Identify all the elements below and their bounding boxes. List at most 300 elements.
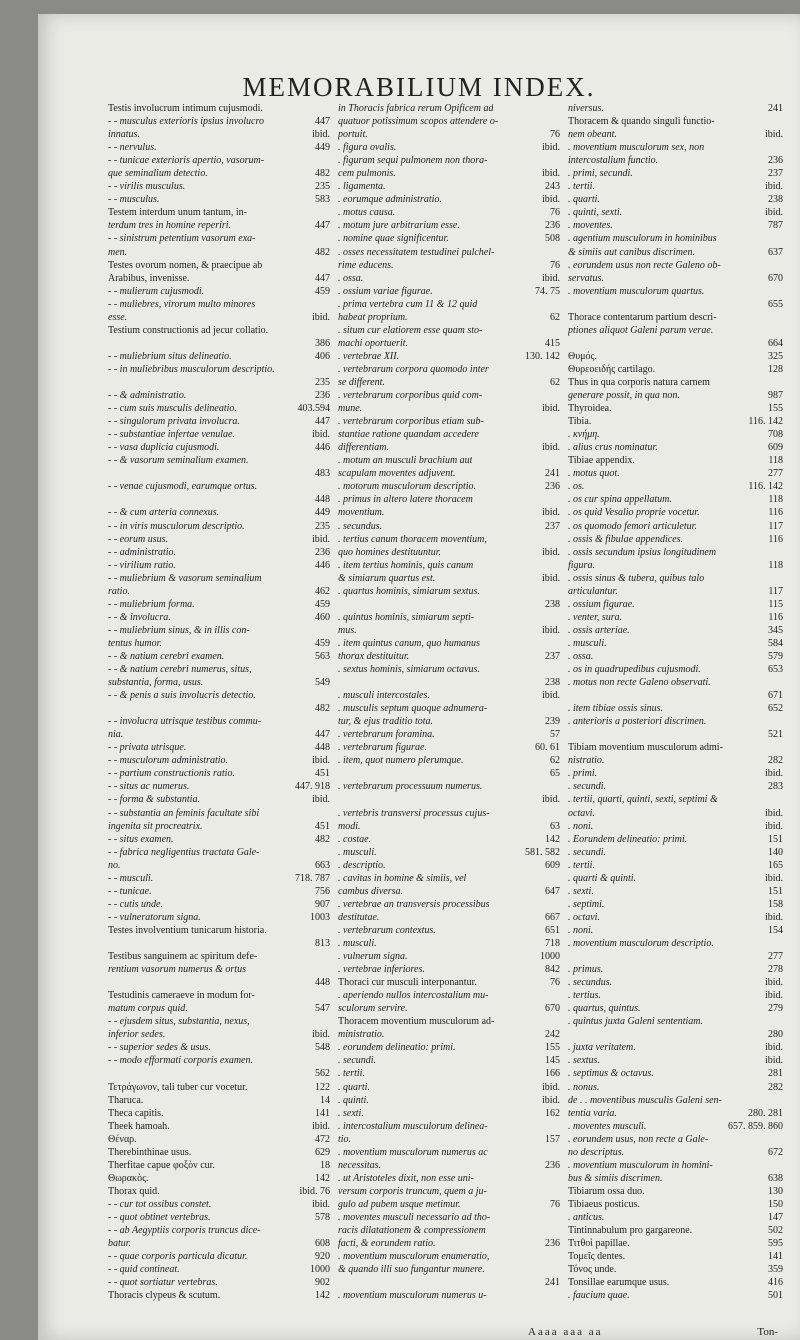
index-entry xyxy=(108,467,330,480)
entry-term: . quartus hominis, simiarum sextus. xyxy=(338,585,480,597)
entry-page-ref: 547 xyxy=(315,1003,330,1015)
entry-term: mune. xyxy=(338,403,363,415)
entry-term: Therebinthinae usus. xyxy=(108,1146,192,1158)
index-entry xyxy=(568,350,783,363)
entry-term: . ossis arteriae. xyxy=(568,624,630,636)
entry-page-ref: 241 xyxy=(545,468,560,480)
entry-page-ref: 629 xyxy=(315,1146,330,1158)
entry-page-ref: ibid. xyxy=(311,1029,330,1041)
index-entry xyxy=(108,441,330,454)
index-entry xyxy=(108,989,330,1002)
entry-page-ref: 671 xyxy=(768,690,783,702)
entry-page-ref: 141 xyxy=(768,1251,783,1263)
entry-term: . sexti. xyxy=(568,885,594,897)
index-entry xyxy=(568,911,783,924)
entry-term: Τιτθοὶ papillae. xyxy=(568,1238,630,1250)
entry-term: . vertebrarum foramina. xyxy=(338,729,435,741)
index-entry xyxy=(338,650,560,663)
index-entry xyxy=(568,963,783,976)
index-entry xyxy=(568,611,783,624)
entry-page-ref: 122 xyxy=(315,1081,330,1093)
entry-term: . descriptio. xyxy=(338,859,386,871)
entry-term: . vertebrarum processuum numerus. xyxy=(338,781,483,793)
entry-page-ref: 76 xyxy=(550,129,560,141)
entry-page-ref: 116. 142 xyxy=(748,481,783,493)
entry-page-ref: 281 xyxy=(768,1068,783,1080)
index-entry xyxy=(108,689,330,702)
index-entry xyxy=(338,1159,560,1172)
index-entry xyxy=(568,546,783,559)
index-entry xyxy=(338,663,560,676)
entry-term: . moventes musculi necessario ad tho- xyxy=(338,1211,491,1223)
index-entry xyxy=(338,311,560,324)
entry-page-ref: 608 xyxy=(315,1238,330,1250)
index-entry xyxy=(338,1002,560,1015)
entry-page-ref: 60. 61 xyxy=(535,742,560,754)
index-entry xyxy=(338,989,560,1002)
index-entry xyxy=(568,885,783,898)
entry-page-ref: 151 xyxy=(768,833,783,845)
entry-term: - - quot obtinet vertebras. xyxy=(108,1211,211,1223)
entry-page-ref: 128 xyxy=(768,363,783,375)
entry-term: . musculi. xyxy=(568,637,607,649)
entry-term: Testibus sanguinem ac spiritum defe- xyxy=(108,951,258,963)
index-entry xyxy=(108,350,330,363)
entry-page-ref: ibid. xyxy=(764,129,783,141)
index-entry xyxy=(568,311,783,324)
entry-term: Testem interdum unum tantum, in- xyxy=(108,207,247,219)
entry-page-ref: 359 xyxy=(768,1264,783,1276)
entry-page-ref: 237 xyxy=(768,168,783,180)
entry-page-ref: 65 xyxy=(550,768,560,780)
index-entry xyxy=(338,598,560,611)
entry-term: . sexti. xyxy=(338,1107,364,1119)
entry-term: Τόνος unde. xyxy=(568,1264,617,1276)
index-entry xyxy=(338,754,560,767)
entry-term: Tibiam moventium musculorum admi- xyxy=(568,742,723,754)
index-entry xyxy=(108,1237,330,1250)
entry-term: - - situs ac numerus. xyxy=(108,781,190,793)
entry-page-ref: 76 xyxy=(550,977,560,989)
entry-term: . vulnerum signa. xyxy=(338,951,408,963)
entry-term: - - partium constructionis ratio. xyxy=(108,768,235,780)
entry-term: Tibiarum ossa duo. xyxy=(568,1185,645,1197)
entry-term: - - cur tot ossibus constet. xyxy=(108,1198,212,1210)
entry-page-ref: 583 xyxy=(315,194,330,206)
index-entry xyxy=(108,585,330,598)
index-entry xyxy=(108,493,330,506)
index-entry xyxy=(568,1015,783,1028)
entry-page-ref: ibid. xyxy=(764,872,783,884)
entry-term: . musculi. xyxy=(338,938,377,949)
index-entry xyxy=(568,206,783,219)
index-entry xyxy=(108,1107,330,1120)
index-entry xyxy=(568,402,783,415)
entry-term: - - virilium ratio. xyxy=(108,559,176,571)
entry-page-ref: ibid. xyxy=(541,507,560,519)
entry-term: substantia, forma, usus. xyxy=(108,677,204,689)
entry-page-ref: 325 xyxy=(768,350,783,362)
entry-page-ref: 236 xyxy=(315,546,330,558)
index-entry xyxy=(338,689,560,702)
index-entry xyxy=(108,898,330,911)
entry-term: & simiarum quartus est. xyxy=(338,572,436,584)
index-entry xyxy=(108,780,330,793)
entry-page-ref: 147 xyxy=(768,1211,783,1223)
index-entry xyxy=(568,767,783,780)
entry-term: . sextus. xyxy=(568,1055,600,1067)
index-entry xyxy=(338,1133,560,1146)
index-entry xyxy=(108,1028,330,1041)
entry-term: rime educens. xyxy=(338,259,394,271)
entry-page-ref: 482 xyxy=(315,168,330,180)
entry-page-ref: 920 xyxy=(315,1251,330,1263)
index-entry xyxy=(568,663,783,676)
index-entry xyxy=(568,872,783,885)
index-entry xyxy=(108,1041,330,1054)
catchword: Ton- xyxy=(757,1326,778,1338)
entry-term: . primi. xyxy=(568,768,598,780)
index-entry xyxy=(338,441,560,454)
index-entry xyxy=(338,1081,560,1094)
entry-page-ref: ibid. xyxy=(311,794,330,806)
entry-page-ref: ibid. xyxy=(311,755,330,767)
index-entry xyxy=(568,780,783,793)
entry-page-ref: 155 xyxy=(768,403,783,415)
index-entry xyxy=(568,1002,783,1015)
entry-page-ref: 406 xyxy=(315,350,330,362)
index-entry xyxy=(108,807,330,820)
index-entry xyxy=(108,1263,330,1276)
index-entry xyxy=(338,1237,560,1250)
entry-page-ref: 157 xyxy=(545,1133,560,1145)
index-entry xyxy=(108,1289,330,1302)
entry-term: matum corpus quid. xyxy=(108,1003,188,1015)
entry-term: batur. xyxy=(108,1238,132,1250)
index-entry xyxy=(568,1041,783,1054)
entry-page-ref: 637 xyxy=(768,246,783,258)
index-entry xyxy=(338,1263,560,1276)
index-entry xyxy=(108,637,330,650)
entry-page-ref: ibid. xyxy=(764,977,783,989)
index-entry xyxy=(338,246,560,259)
index-entry xyxy=(108,872,330,885)
entry-term: - - & natium cerebri numerus, situs, xyxy=(108,664,252,676)
index-entry xyxy=(568,715,783,728)
entry-term: . quartus, quintus. xyxy=(568,1003,641,1015)
index-entry xyxy=(338,376,560,389)
index-entry xyxy=(108,559,330,572)
index-entry xyxy=(568,324,783,337)
index-entry xyxy=(338,402,560,415)
entry-term: . octavi. xyxy=(568,911,600,923)
entry-page-ref: 447 xyxy=(315,272,330,284)
entry-term: . vertebrarum corporibus quid com- xyxy=(338,390,483,402)
entry-term: . ossis sinus & tubera, quibus talo xyxy=(568,572,705,584)
index-entry xyxy=(568,572,783,585)
entry-page-ref: 502 xyxy=(768,1225,783,1237)
entry-term: . os in quadrupedibus cujusmodi. xyxy=(568,664,701,676)
entry-term: ingenita sit procreatrix. xyxy=(108,820,203,832)
index-entry xyxy=(568,754,783,767)
entry-page-ref: ibid. xyxy=(764,911,783,923)
entry-term: . septimi. xyxy=(568,898,605,910)
index-entry xyxy=(568,1198,783,1211)
entry-term: - - substantia an feminis facultate sibi xyxy=(108,807,260,819)
index-entry xyxy=(568,859,783,872)
entry-term: ratio. xyxy=(108,585,130,597)
entry-term: destitutae. xyxy=(338,911,380,923)
entry-page-ref: 278 xyxy=(768,964,783,976)
entry-page-ref: 462 xyxy=(315,585,330,597)
index-entry xyxy=(108,820,330,833)
entry-page-ref: 718. 787 xyxy=(295,872,330,884)
entry-page-ref: 118 xyxy=(768,455,783,467)
entry-page-ref: 1000 xyxy=(540,951,560,963)
entry-term: . venter, sura. xyxy=(568,611,623,623)
index-entry xyxy=(568,415,783,428)
index-entry xyxy=(108,206,330,219)
index-entry xyxy=(338,1185,560,1198)
index-entry xyxy=(108,428,330,441)
index-entry xyxy=(338,611,560,624)
entry-term: Thyroidea. xyxy=(568,403,612,415)
entry-term: - - substantiae infertae venulae. xyxy=(108,429,235,441)
entry-page-ref: ibid. xyxy=(311,311,330,323)
entry-term: . nonus. xyxy=(568,1081,600,1093)
entry-page-ref: 62 xyxy=(550,755,560,767)
entry-page-ref: 142 xyxy=(315,1172,330,1184)
index-entry xyxy=(338,193,560,206)
index-entry xyxy=(338,259,560,272)
entry-term: - - in viris musculorum descriptio. xyxy=(108,520,245,532)
index-entry xyxy=(338,493,560,506)
index-entry xyxy=(338,285,560,298)
index-entry xyxy=(568,1172,783,1185)
index-entry xyxy=(568,950,783,963)
entry-term: . quintus hominis, simiarum septi- xyxy=(338,611,475,623)
index-entry xyxy=(108,846,330,859)
index-entry xyxy=(568,480,783,493)
signature-mark: Aaaa aaa aa xyxy=(528,1326,603,1338)
entry-term: scapulam moventes adjuvent. xyxy=(338,468,456,480)
index-entry xyxy=(108,1081,330,1094)
page-title: MEMORABILIUM INDEX. xyxy=(242,72,596,102)
index-entry xyxy=(568,441,783,454)
entry-term: . tertii, quarti, quinti, sexti, septimi & xyxy=(568,794,718,806)
index-entry xyxy=(108,1159,330,1172)
index-entry xyxy=(568,454,783,467)
index-entry xyxy=(568,298,783,311)
index-entry xyxy=(568,937,783,950)
entry-term: . vertebris transversi processus cujus- xyxy=(338,807,490,819)
entry-page-ref: ibid. xyxy=(541,194,560,206)
index-entry xyxy=(568,128,783,141)
entry-page-ref: 277 xyxy=(768,468,783,480)
entry-term: men. xyxy=(108,246,128,258)
entry-term: Τετράγωνον, tali tuber cur vocetur. xyxy=(108,1081,248,1093)
index-entry xyxy=(568,180,783,193)
entry-page-ref: 118 xyxy=(768,494,783,506)
index-entry xyxy=(108,415,330,428)
entry-term: . κνήμη. xyxy=(568,429,600,441)
entry-page-ref: ibid. xyxy=(764,768,783,780)
entry-page-ref: 62 xyxy=(550,376,560,388)
entry-term: octavi. xyxy=(568,807,595,819)
index-entry xyxy=(338,1120,560,1133)
entry-term: - - & penis a suis involucris detectio. xyxy=(108,690,256,702)
index-entry xyxy=(568,585,783,598)
index-entry xyxy=(568,1263,783,1276)
entry-term: quo homines destituuntur. xyxy=(338,546,442,558)
entry-term: . moventium musculorum descriptio. xyxy=(568,938,714,949)
entry-term: . noni. xyxy=(568,924,594,936)
index-entry xyxy=(338,1041,560,1054)
entry-page-ref: ibid. xyxy=(311,429,330,441)
entry-page-ref: 708 xyxy=(768,429,783,441)
entry-page-ref: 447 xyxy=(315,116,330,128)
entry-term: Testis involucrum intimum cujusmodi. xyxy=(108,103,263,114)
index-entry xyxy=(568,1094,783,1107)
entry-term: . item quintus canum, quo humanus xyxy=(338,637,480,649)
entry-term: - - ejusdem situs, substantia, nexus, xyxy=(108,1016,250,1028)
entry-term: . tertius. xyxy=(568,990,602,1002)
index-entry xyxy=(108,833,330,846)
index-entry xyxy=(568,1028,783,1041)
entry-term: . eorundem usus non recte Galeno ob- xyxy=(568,259,721,271)
entry-page-ref: 279 xyxy=(768,1003,783,1015)
index-entry xyxy=(338,520,560,533)
index-entry xyxy=(568,976,783,989)
entry-term: . motus non recte Galeno observati. xyxy=(568,677,711,689)
index-entry xyxy=(338,206,560,219)
entry-term: - - singulorum privata involucra. xyxy=(108,416,240,428)
entry-page-ref: 130 xyxy=(768,1185,783,1197)
index-entry xyxy=(338,324,560,337)
entry-term: tentus humor. xyxy=(108,637,162,649)
entry-term: portuit. xyxy=(338,129,368,141)
index-entry xyxy=(108,141,330,154)
index-entry xyxy=(338,885,560,898)
entry-page-ref: ibid. xyxy=(541,624,560,636)
entry-term: . os quomodo femori articuletur. xyxy=(568,520,697,532)
index-entry xyxy=(108,246,330,259)
entry-page-ref: 460 xyxy=(315,611,330,623)
entry-term: . item, quot numero plerumque. xyxy=(338,755,464,767)
entry-term: . motum jure arbitrarium esse. xyxy=(338,220,460,232)
index-entry xyxy=(338,1028,560,1041)
entry-page-ref: 907 xyxy=(315,898,330,910)
index-entry xyxy=(568,598,783,611)
index-entry xyxy=(338,702,560,715)
index-entry xyxy=(338,833,560,846)
index-entry xyxy=(108,976,330,989)
entry-term: rentium vasorum numerus & ortus xyxy=(108,964,246,976)
entry-page-ref: 581. 582 xyxy=(525,846,560,858)
entry-page-ref: 76 xyxy=(550,1198,560,1210)
index-entry xyxy=(108,650,330,663)
entry-page-ref: 459 xyxy=(315,285,330,297)
index-entry xyxy=(108,611,330,624)
entry-term: articulantur. xyxy=(568,585,618,597)
entry-term: . vertebrae an transversis processibus xyxy=(338,898,490,910)
entry-term: mus. xyxy=(338,624,357,636)
entry-term: . vertebrae XII. xyxy=(338,350,400,362)
index-entry xyxy=(108,337,330,350)
entry-page-ref: 130. 142 xyxy=(525,350,560,362)
index-entry xyxy=(108,715,330,728)
entry-page-ref: 451 xyxy=(315,768,330,780)
entry-term: . sextus hominis, simiarum octavus. xyxy=(338,664,480,676)
index-entry xyxy=(338,454,560,467)
entry-page-ref: 158 xyxy=(768,898,783,910)
entry-page-ref: 448 xyxy=(315,494,330,506)
entry-term: que seminalium detectio. xyxy=(108,168,208,180)
entry-page-ref: 483 xyxy=(315,468,330,480)
index-entry xyxy=(568,650,783,663)
index-entry xyxy=(338,480,560,493)
entry-page-ref: 280 xyxy=(768,1029,783,1041)
entry-term: Thorace contentarum partium descri- xyxy=(568,311,717,323)
entry-term: Therfitae capue φοξὸν cur. xyxy=(108,1159,215,1171)
index-entry xyxy=(568,676,783,689)
entry-term: . moventium musculorum numerus u- xyxy=(338,1290,487,1302)
index-entry xyxy=(338,1211,560,1224)
index-entry xyxy=(108,937,330,950)
entry-term: Tharuca. xyxy=(108,1094,144,1106)
index-entry xyxy=(338,467,560,480)
entry-term: . ossium figurae. xyxy=(568,598,635,610)
index-entry xyxy=(568,493,783,506)
entry-term: . moventium musculorum numerus ac xyxy=(338,1146,488,1158)
index-entry xyxy=(568,702,783,715)
index-entry xyxy=(338,846,560,859)
index-entry xyxy=(108,480,330,493)
entry-page-ref: 842 xyxy=(545,964,560,976)
entry-page-ref: ibid. xyxy=(764,1042,783,1054)
index-entry xyxy=(108,1198,330,1211)
entry-term: . vertebrarum figurae. xyxy=(338,742,427,754)
index-entry xyxy=(108,520,330,533)
entry-page-ref: ibid. xyxy=(764,820,783,832)
index-entry xyxy=(568,846,783,859)
index-entry xyxy=(568,637,783,650)
index-entry xyxy=(108,1133,330,1146)
entry-term: cambus diversa. xyxy=(338,885,403,897)
entry-page-ref: 142 xyxy=(315,1290,330,1302)
entry-page-ref: 718 xyxy=(545,938,560,949)
entry-term: . musculis septum quoque adnumera- xyxy=(338,703,488,715)
entry-term: figura. xyxy=(568,559,595,571)
entry-term: generare possit, in qua non. xyxy=(568,390,680,402)
entry-page-ref: 548 xyxy=(315,1042,330,1054)
index-entry xyxy=(108,1250,330,1263)
index-entry xyxy=(108,232,330,245)
index-entry xyxy=(108,454,330,467)
index-entry xyxy=(108,115,330,128)
index-entry xyxy=(568,741,783,754)
entry-term: . secundi. xyxy=(568,846,607,858)
entry-term: Thorax quid. xyxy=(108,1185,160,1197)
entry-term: - - muliebrium & vasorum seminalium xyxy=(108,572,262,584)
entry-page-ref: 282 xyxy=(768,755,783,767)
entry-page-ref: 415 xyxy=(545,337,560,349)
entry-page-ref: ibid. xyxy=(311,1120,330,1132)
entry-term: - - cum suis musculis delineatio. xyxy=(108,403,237,415)
entry-page-ref: 117 xyxy=(768,585,783,597)
index-entry xyxy=(568,520,783,533)
entry-term: . secundus. xyxy=(568,977,613,989)
